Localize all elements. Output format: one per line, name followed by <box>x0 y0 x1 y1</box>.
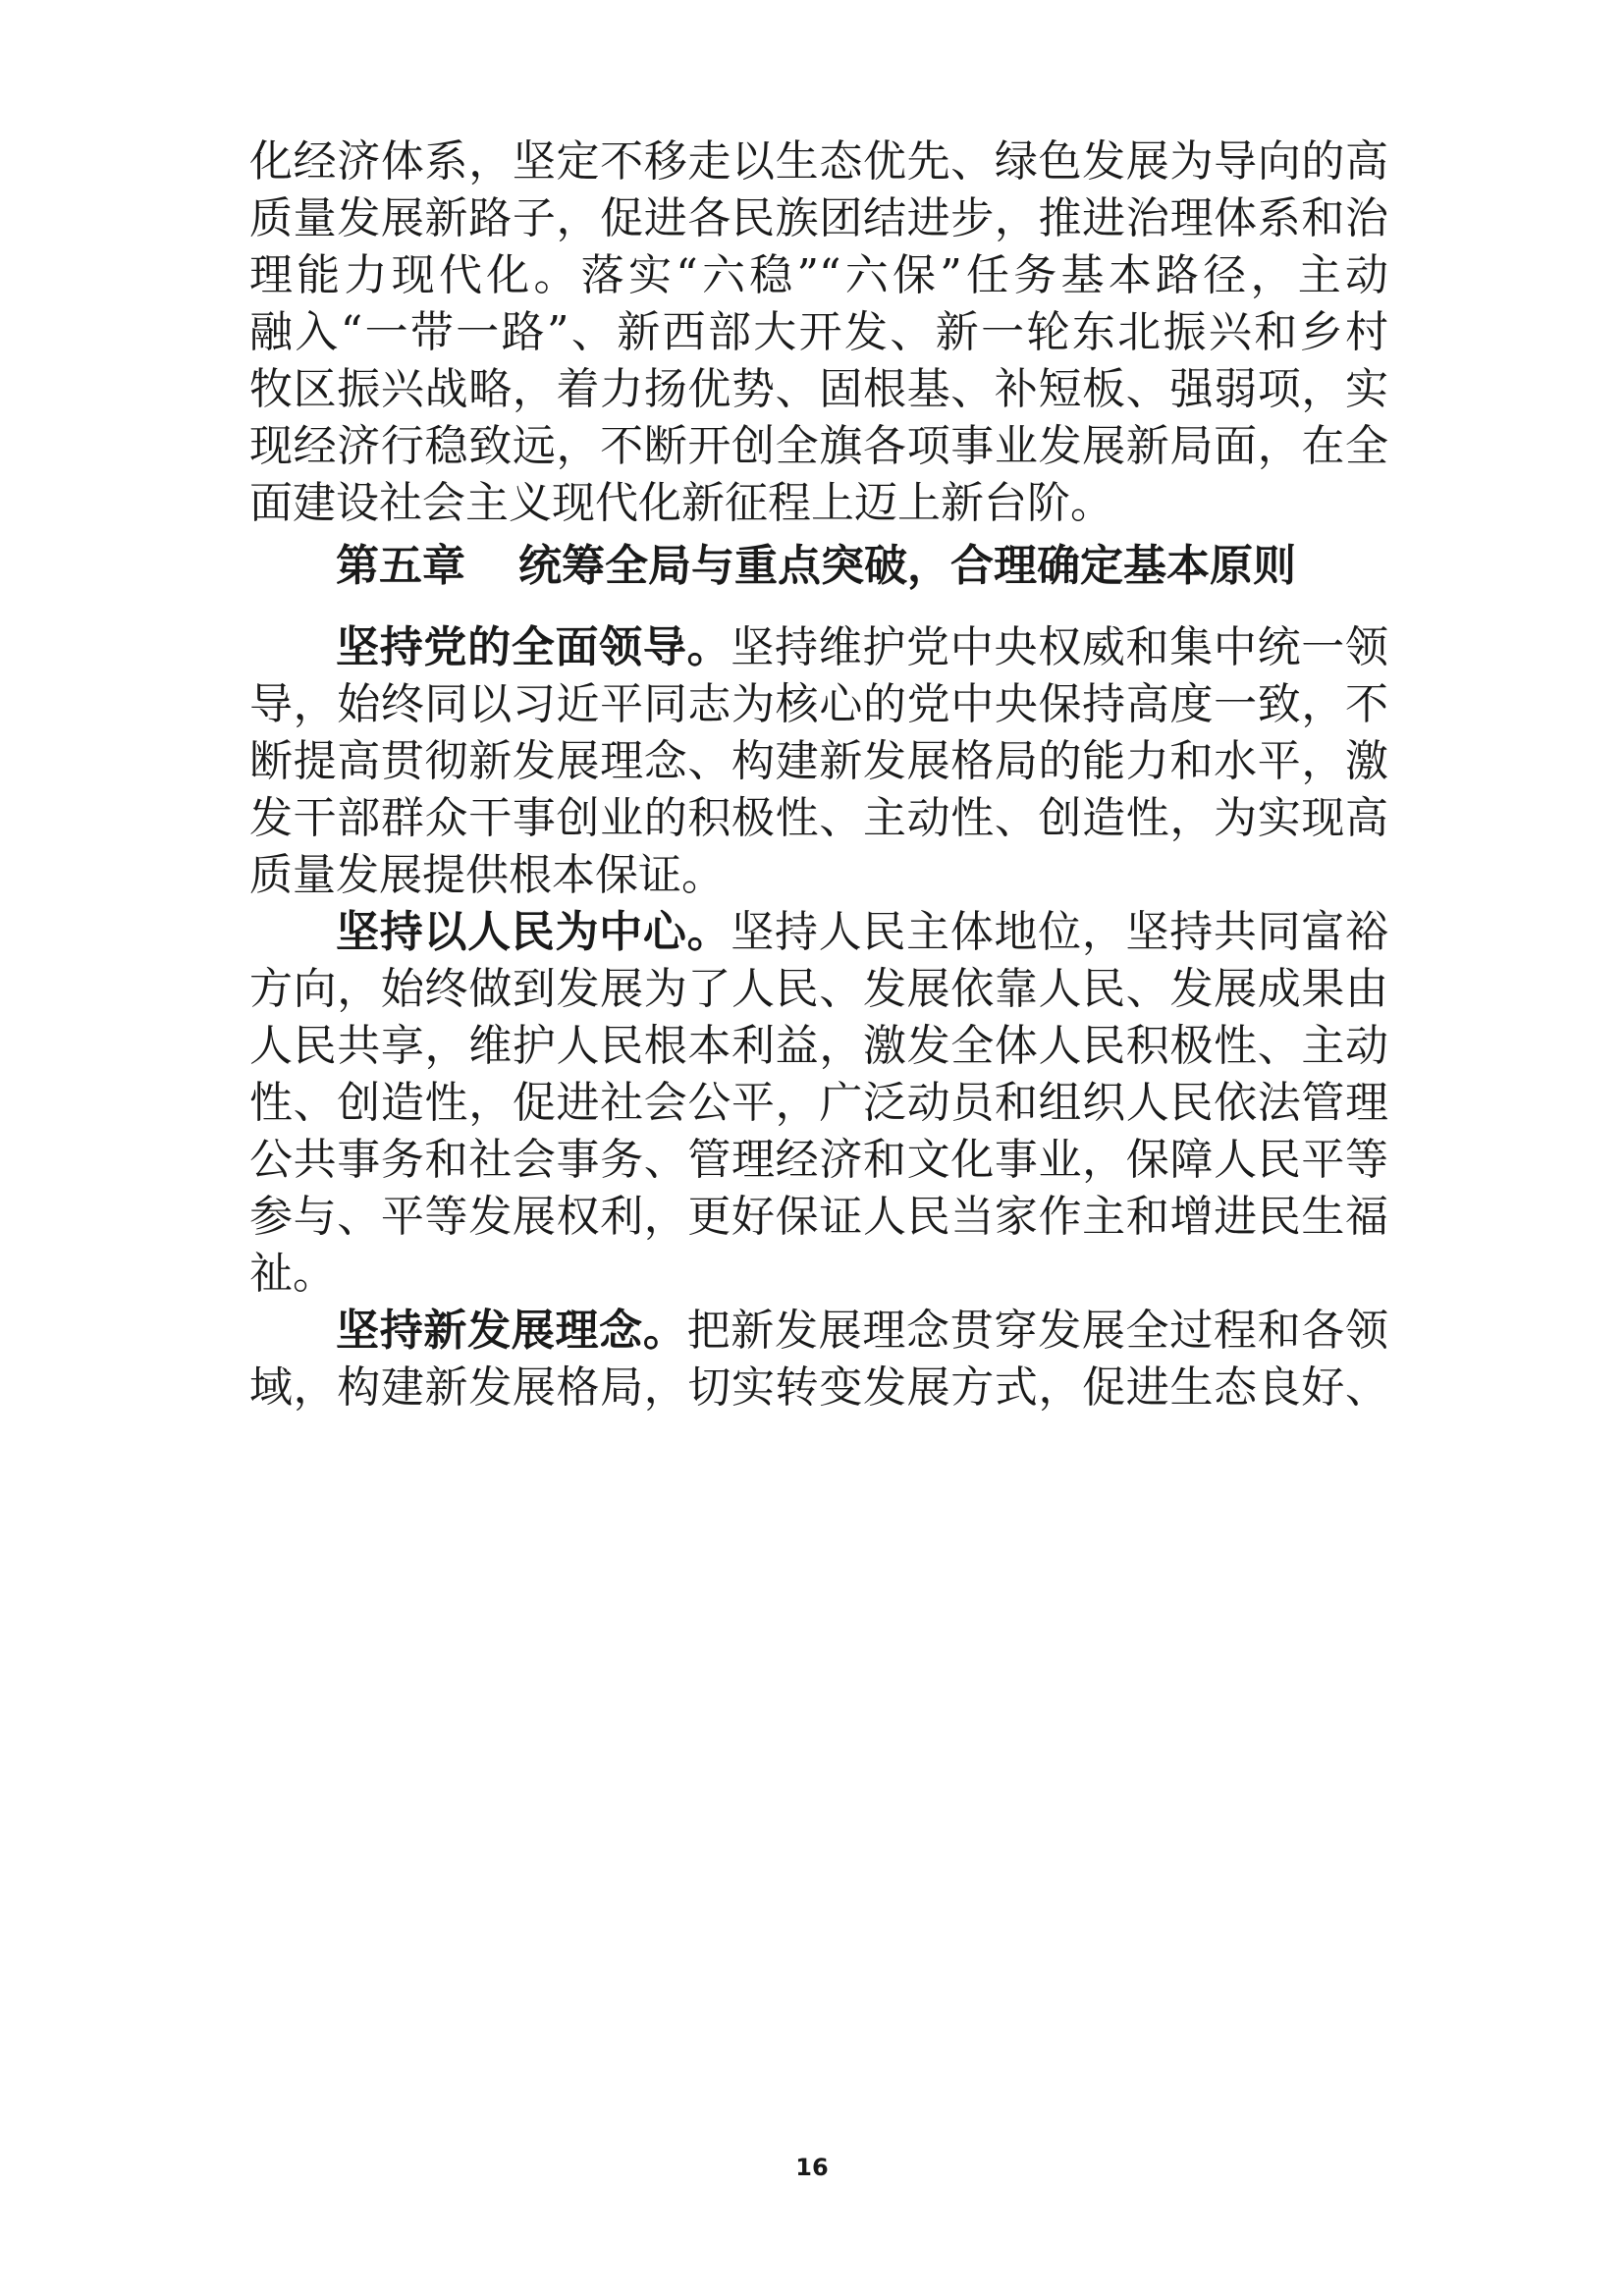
intro-line-6: 现经济行稳致远，不断开创全旗各项事业发展新局面，在全 <box>249 421 1388 471</box>
principle-1-lead: 坚持党的全面领导。 <box>336 622 731 672</box>
intro-line-3: 理能力现代化。落实“六稳”“六保”任务基本路径，主动 <box>249 250 1388 300</box>
page-number: 16 <box>795 2154 829 2181</box>
principle-2-line-2: 方向，始终做到发展为了人民、发展依靠人民、发展成果由 <box>249 964 1388 1014</box>
principle-1-first-line-rest: 坚持维护党中央权威和集中统一领 <box>731 622 1389 672</box>
principle-2-first-line-rest: 坚持人民主体地位，坚持共同富裕 <box>731 907 1389 957</box>
chapter-number: 第五章 <box>336 541 465 591</box>
chapter-title: 统筹全局与重点突破，合理确定基本原则 <box>518 541 1296 591</box>
principle-1-line-3: 断提高贯彻新发展理念、构建新发展格局的能力和水平，激 <box>249 736 1388 786</box>
intro-line-5: 牧区振兴战略，着力扬优势、固根基、补短板、强弱项，实 <box>249 364 1388 414</box>
principle-2-first-line <box>336 903 1388 962</box>
intro-line-2: 质量发展新路子，促进各民族团结进步，推进治理体系和治 <box>249 193 1388 243</box>
principle-1-line-2: 导，始终同以习近平同志为核心的党中央保持高度一致，不 <box>249 679 1388 729</box>
intro-line-7: 面建设社会主义现代化新征程上迈上新台阶。 <box>249 478 1113 528</box>
principle-2-line-4: 性、创造性，促进社会公平，广泛动员和组织人民依法管理 <box>249 1078 1388 1128</box>
chapter-heading <box>336 536 1388 597</box>
principle-3-first-line-rest: 把新发展理念贯穿发展全过程和各领 <box>686 1306 1389 1356</box>
principle-1-first-line <box>336 618 1388 677</box>
principle-3-first-line <box>336 1302 1388 1361</box>
principle-2-lead: 坚持以人民为中心。 <box>336 907 731 957</box>
principle-1-line-4: 发干部群众干事创业的积极性、主动性、创造性，为实现高 <box>249 793 1388 843</box>
principle-2-line-5: 公共事务和社会事务、管理经济和文化事业，保障人民平等 <box>249 1135 1388 1185</box>
principle-3-line-2: 域，构建新发展格局，切实转变发展方式，促进生态良好、 <box>249 1362 1388 1413</box>
principle-2-line-7: 祉。 <box>249 1249 336 1299</box>
principle-3-lead: 坚持新发展理念。 <box>336 1306 687 1356</box>
intro-line-1: 化经济体系，坚定不移走以生态优先、绿色发展为导向的高 <box>249 136 1388 187</box>
principle-2-line-3: 人民共享，维护人民根本利益，激发全体人民积极性、主动 <box>249 1021 1388 1071</box>
intro-line-4: 融入“一带一路”、新西部大开发、新一轮东北振兴和乡村 <box>249 307 1388 357</box>
principle-1-line-5: 质量发展提供根本保证。 <box>249 850 725 900</box>
principle-2-line-6: 参与、平等发展权利，更好保证人民当家作主和增进民生福 <box>249 1192 1388 1242</box>
